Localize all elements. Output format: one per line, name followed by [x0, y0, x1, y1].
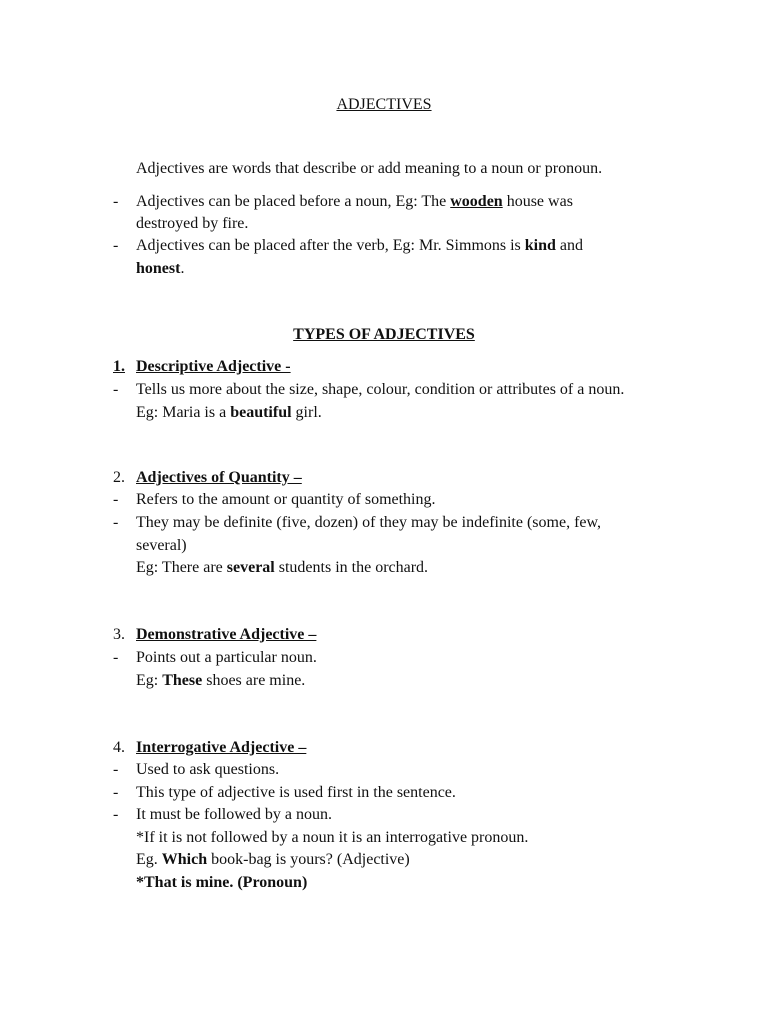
- bullet-text: Adjectives can be placed after the verb, Eg: Mr. Simmons is: [136, 237, 525, 254]
- quantity-detail-line2: several): [136, 537, 187, 554]
- demonstrative-example: [136, 670, 305, 692]
- bullet-before-noun: [136, 191, 573, 213]
- bullet-dash: -: [113, 784, 119, 801]
- bullet-text-end: house was: [502, 193, 573, 210]
- bullet-dash: -: [113, 381, 119, 398]
- section-number: 4.: [113, 739, 125, 756]
- example-word-honest: honest: [136, 260, 181, 277]
- interrogative-position: This type of adjective is used first in the sentence.: [136, 784, 456, 801]
- bullet-text: Adjectives can be placed before a noun, Eg: The: [136, 193, 451, 210]
- section-heading-interrogative: Interrogative Adjective –: [136, 739, 307, 756]
- section-number: 1.: [113, 358, 125, 375]
- example-word: Which: [161, 851, 208, 868]
- quantity-example: [136, 557, 428, 579]
- types-heading: TYPES OF ADJECTIVES: [293, 326, 475, 343]
- bullet-dash: -: [113, 649, 119, 666]
- example-word: beautiful: [230, 404, 292, 421]
- section-number: 3.: [113, 626, 125, 643]
- descriptive-example: [136, 402, 322, 424]
- interrogative-example-pronoun: *That is mine. (Pronoun): [136, 874, 308, 891]
- bullet-text-end: and: [555, 237, 584, 254]
- intro-paragraph: Adjectives are words that describe or add meaning to a noun or pronoun.: [136, 160, 603, 177]
- quantity-detail: They may be definite (five, dozen) of they may be indefinite (some, few,: [136, 514, 602, 531]
- example-text: Eg.: [136, 851, 162, 868]
- bullet-dash: -: [113, 806, 119, 823]
- example-text: Eg: Maria is a: [136, 404, 231, 421]
- interrogative-rule: It must be followed by a noun.: [136, 806, 332, 823]
- bullet-dash: -: [113, 193, 119, 210]
- quantity-definition: Refers to the amount or quantity of something.: [136, 491, 436, 508]
- example-text-end: shoes are mine.: [202, 672, 306, 689]
- document-title: ADJECTIVES: [336, 96, 432, 113]
- example-text-end: students in the orchard.: [274, 559, 429, 576]
- example-text: Eg:: [136, 672, 163, 689]
- interrogative-note: *If it is not followed by a noun it is an interrogative pronoun.: [136, 829, 529, 846]
- interrogative-example: [136, 849, 410, 871]
- bullet-dash: -: [113, 237, 119, 254]
- demonstrative-definition: Points out a particular noun.: [136, 649, 317, 666]
- descriptive-definition: Tells us more about the size, shape, colour, condition or attributes of a noun.: [136, 381, 625, 398]
- interrogative-definition: Used to ask questions.: [136, 761, 280, 778]
- example-word-kind: kind: [524, 237, 556, 254]
- example-word: several: [226, 559, 275, 576]
- bullet-dash: -: [113, 491, 119, 508]
- section-heading-demonstrative: Demonstrative Adjective –: [136, 626, 317, 643]
- example-text-end: book-bag is yours? (Adjective): [207, 851, 410, 868]
- example-word: These: [162, 672, 203, 689]
- example-word-wooden: wooden: [450, 193, 503, 210]
- section-heading-descriptive: Descriptive Adjective -: [136, 358, 291, 375]
- example-text-end: girl.: [291, 404, 322, 421]
- bullet-after-verb-line2: [136, 258, 184, 280]
- period: .: [180, 260, 185, 277]
- bullet-after-verb: [136, 235, 583, 257]
- section-number: 2.: [113, 469, 125, 486]
- example-text: Eg: There are: [136, 559, 227, 576]
- section-heading-quantity: Adjectives of Quantity –: [136, 469, 302, 486]
- bullet-before-noun-line2: destroyed by fire.: [136, 215, 249, 232]
- bullet-dash: -: [113, 514, 119, 531]
- bullet-dash: -: [113, 761, 119, 778]
